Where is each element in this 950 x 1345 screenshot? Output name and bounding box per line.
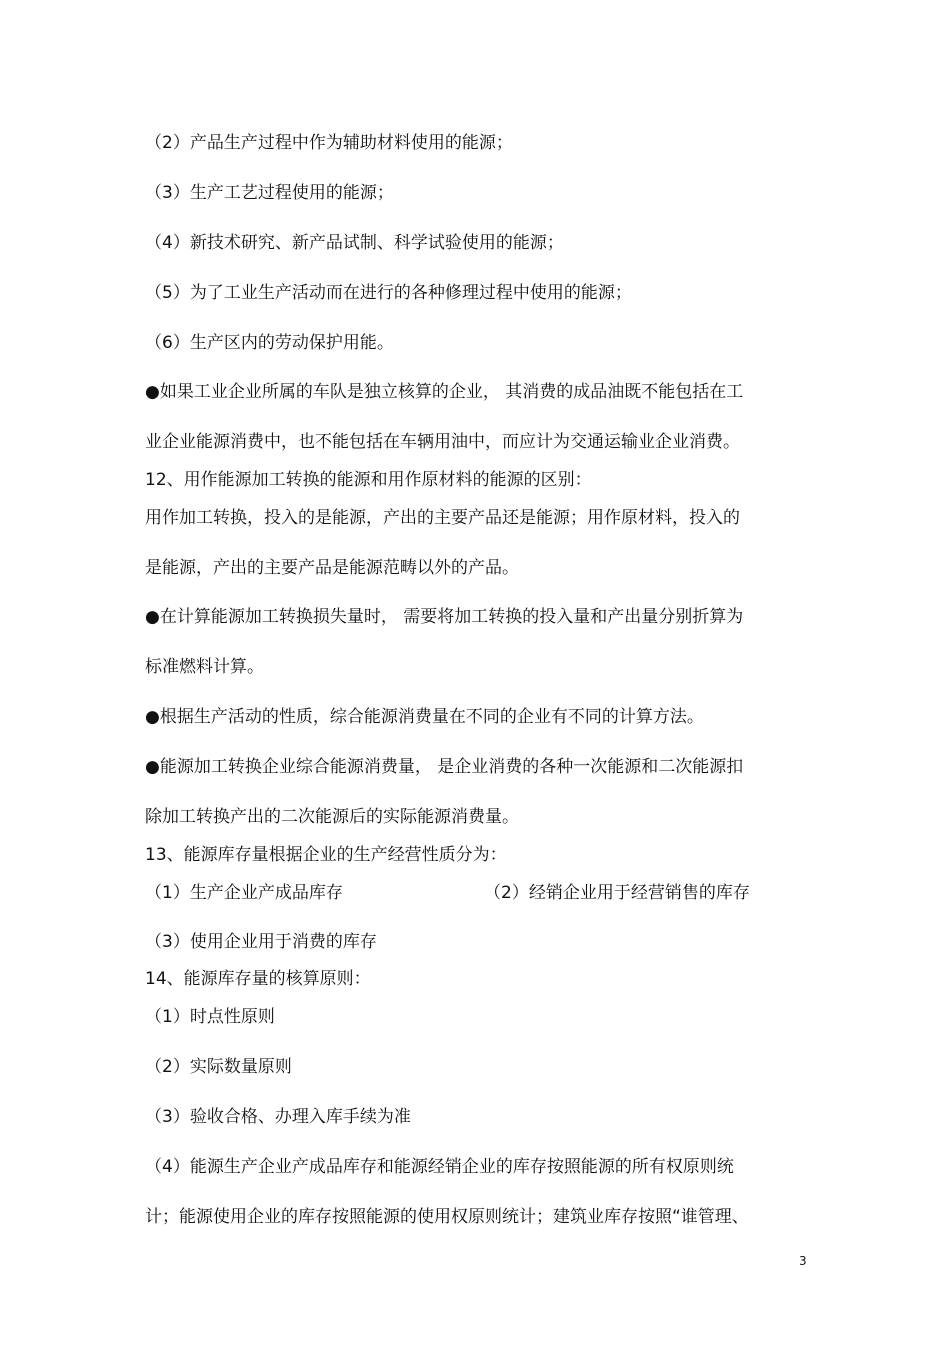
text-line: 标准燃料计算。 — [145, 657, 264, 677]
text-line: 业企业能源消费中，也不能包括在车辆用油中，而应计为交通运输业企业消费。 — [145, 432, 740, 452]
list-item: （1）生产企业产成品库存 — [145, 883, 343, 903]
text-line: （4）新技术研究、新产品试制、科学试验使用的能源； — [145, 233, 564, 253]
section-heading-13: 13、能源库存量根据企业的生产经营性质分为： — [145, 845, 507, 865]
list-item: （1）时点性原则 — [145, 1007, 275, 1027]
list-item: （3）使用企业用于消费的库存 — [145, 932, 377, 952]
list-item: （3）验收合格、办理入库手续为准 — [145, 1107, 411, 1127]
list-item: （2）经销企业用于经营销售的库存 — [484, 883, 750, 903]
section-heading-12: 12、用作能源加工转换的能源和用作原材料的能源的区别： — [145, 470, 592, 490]
bullet-paragraph: ●在计算能源加工转换损失量时， 需要将加工转换的投入量和产出量分别折算为 — [145, 607, 744, 627]
text-line: （5）为了工业生产活动而在进行的各种修理过程中使用的能源； — [145, 283, 632, 303]
bullet-paragraph: ●如果工业企业所属的车队是独立核算的企业， 其消费的成品油既不能包括在工 — [145, 382, 744, 402]
text-line: 计；能源使用企业的库存按照能源的使用权原则统计；建筑业库存按照“谁管理、 — [145, 1207, 749, 1227]
bullet-paragraph: ●能源加工转换企业综合能源消费量， 是企业消费的各种一次能源和二次能源扣 — [145, 757, 744, 777]
text-line: （2）产品生产过程中作为辅助材料使用的能源； — [145, 133, 513, 153]
bullet-paragraph: ●根据生产活动的性质，综合能源消费量在不同的企业有不同的计算方法。 — [145, 707, 704, 727]
text-line: （6）生产区内的劳动保护用能。 — [145, 333, 394, 353]
page-number: 3 — [799, 1254, 807, 1268]
section-heading-14: 14、能源库存量的核算原则： — [145, 969, 371, 989]
text-line: 除加工转换产出的二次能源后的实际能源消费量。 — [145, 807, 519, 827]
text-line: （3）生产工艺过程使用的能源； — [145, 183, 394, 203]
list-item: （2）实际数量原则 — [145, 1057, 292, 1077]
text-line: 是能源，产出的主要产品是能源范畴以外的产品。 — [145, 558, 519, 578]
list-item: （4）能源生产企业产成品库存和能源经销企业的库存按照能源的所有权原则统 — [145, 1157, 734, 1177]
text-line: 用作加工转换，投入的是能源，产出的主要产品还是能源；用作原材料，投入的 — [145, 508, 740, 528]
